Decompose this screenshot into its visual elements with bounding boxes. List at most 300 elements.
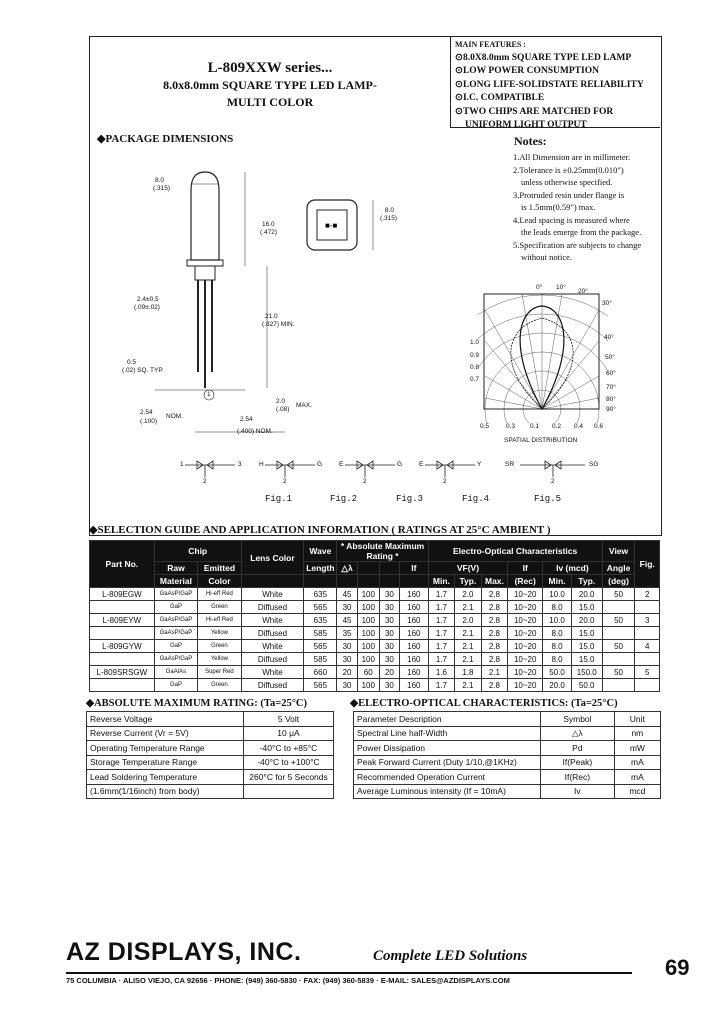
- intensity-0.9: 0.9: [470, 352, 480, 359]
- dim-pitch: 2.4±0.5: [137, 296, 159, 303]
- table-cell-ivmin: 10.0: [543, 588, 572, 601]
- table-row: [354, 741, 661, 756]
- parameter-description: Average Luminous intensity (If = 10mA): [354, 784, 541, 799]
- table-row: [90, 588, 660, 601]
- table-cell-p3: 160: [400, 666, 429, 679]
- table-cell-vmax: 2.8: [481, 614, 508, 627]
- table-row: [354, 712, 661, 727]
- table-cell-part: [90, 679, 155, 692]
- dim-thickness: 2.0: [276, 398, 286, 405]
- table-cell-ivmin: 8.0: [543, 653, 572, 666]
- table-cell-vmin: 1.7: [428, 588, 455, 601]
- col-wave: Wave: [304, 541, 337, 562]
- table-cell-angle: [602, 627, 635, 640]
- table-cell-vmax: 2.8: [481, 640, 508, 653]
- table-cell-vmax: 2.8: [481, 627, 508, 640]
- table-cell-dl: 45: [337, 614, 357, 627]
- note-line: 4.Lead spacing is measured where: [513, 214, 630, 225]
- fig2-pin-a: H: [259, 461, 264, 468]
- col-vf: VF(V): [428, 562, 508, 575]
- rating-name: Reverse Voltage: [87, 712, 244, 727]
- table-cell-lens: White: [241, 640, 304, 653]
- parameter-symbol: Symbol: [541, 712, 615, 727]
- dim-width: 8.0: [155, 177, 165, 184]
- fig-2-label: Fig.2: [330, 494, 358, 504]
- rating-value: [244, 784, 334, 799]
- parameter-description: Recommended Operation Current: [354, 770, 541, 785]
- table-cell-ifr: 10~20: [508, 627, 543, 640]
- rating-value: -40°C to +100°C: [244, 755, 334, 770]
- table-cell-vmax: 2.8: [481, 601, 508, 614]
- col-emit: Emitted: [198, 562, 241, 575]
- table-cell-angle: 50: [602, 588, 635, 601]
- fig5-pin-b: SG: [589, 461, 599, 468]
- table-cell-ivmin: 10.0: [543, 614, 572, 627]
- angle-40: 40°: [604, 334, 614, 341]
- parameter-description: Power Dissipation: [354, 741, 541, 756]
- table-cell-vtyp: 2.1: [455, 640, 482, 653]
- table-cell-mat: GaAsP/GaP: [154, 614, 197, 627]
- rating-value: 5 Volt: [244, 712, 334, 727]
- table-cell-part: L-809EYW: [90, 614, 155, 627]
- fig1-pin-a: 1: [180, 461, 184, 468]
- col-if: If: [400, 562, 429, 575]
- fig5-pin-a: SR: [505, 461, 515, 468]
- parameter-symbol: If(Rec): [541, 770, 615, 785]
- table-cell-p3: 160: [400, 614, 429, 627]
- table-cell-wl: 565: [304, 601, 337, 614]
- table-cell-angle: 50: [602, 666, 635, 679]
- table-cell-dl: 30: [337, 601, 357, 614]
- feature-item: ⊙8.0X8.0mm SQUARE TYPE LED LAMP: [455, 52, 632, 63]
- fig5-pin-m: 2: [551, 478, 555, 485]
- table-row: [354, 755, 661, 770]
- table-cell-p2: 30: [379, 601, 399, 614]
- fig2-pin-m: 2: [283, 478, 287, 485]
- table-row: [87, 741, 334, 756]
- scale-0.3: 0.3: [506, 423, 516, 430]
- col-vtyp: Typ.: [455, 575, 482, 588]
- table-cell-ivmin: 20.0: [543, 679, 572, 692]
- fig3-pin-a: E: [339, 461, 344, 468]
- dim-lead-inch: (.02) SQ. TYP.: [122, 367, 164, 374]
- table-cell-p2: 30: [379, 640, 399, 653]
- col-iv: Iv (mcd): [543, 562, 602, 575]
- table-cell-vtyp: 1.8: [455, 666, 482, 679]
- dim-square: 8.0: [385, 207, 395, 214]
- fig-4-label: Fig.4: [462, 494, 490, 504]
- amr-table-body: [87, 712, 334, 799]
- parameter-description: Peak Forward Current (Duty 1/10,@1KHz): [354, 755, 541, 770]
- table-cell-p2: 20: [379, 666, 399, 679]
- scale-0.6: 0.6: [594, 423, 604, 430]
- dim-spacing2-inch: (.400) NOM.: [237, 428, 273, 435]
- table-row: [90, 653, 660, 666]
- table-cell-p2: 30: [379, 614, 399, 627]
- table-cell-wl: 635: [304, 614, 337, 627]
- feature-item: ⊙TWO CHIPS ARE MATCHED FOR: [455, 106, 614, 117]
- angle-70: 70°: [606, 384, 616, 391]
- dim-length: 21.0: [265, 313, 278, 320]
- parameter-unit: Unit: [614, 712, 660, 727]
- table-cell-part: [90, 653, 155, 666]
- col-lens: Lens Color: [241, 541, 304, 575]
- col-deg: (deg): [602, 575, 635, 588]
- title-block: [100, 60, 440, 111]
- table-cell-ivmin: 50.0: [543, 666, 572, 679]
- table-cell-dl: 20: [337, 666, 357, 679]
- table-cell-mat: GaAlAs: [154, 666, 197, 679]
- feature-item: UNIFORM LIGHT OUTPUT: [465, 120, 587, 130]
- spatial-distribution-label: SPATIAL DISTRIBUTION: [504, 437, 578, 444]
- dim-lead: 0.5: [127, 359, 137, 366]
- note-line: 2.Tolerance is ±0.25mm(0.010"): [513, 164, 624, 175]
- table-cell-fig: 3: [635, 614, 660, 627]
- col-ifr: If: [508, 562, 543, 575]
- note-line: is 1.5mm(0.59") max.: [521, 202, 596, 212]
- rating-name: Operating Temperature Range: [87, 741, 244, 756]
- table-cell-p1: 100: [357, 588, 379, 601]
- note-line: 5.Specification are subjects to change: [513, 239, 642, 250]
- angle-30: 30°: [602, 300, 612, 307]
- table-cell-p1: 100: [357, 640, 379, 653]
- eoc-table-body: [354, 712, 661, 799]
- table-cell-color: Hi-eff Red: [198, 588, 241, 601]
- fig1-pin-b: 3: [238, 461, 242, 468]
- pin-one-mark: 1: [207, 391, 211, 398]
- subtitle-line2: MULTI COLOR: [226, 95, 314, 109]
- scale-0.2: 0.2: [552, 423, 562, 430]
- intensity-0.8: 0.8: [470, 364, 480, 371]
- table-header-row: [90, 541, 660, 562]
- feature-item: ⊙LONG LIFE-SOLIDSTATE RELIABILITY: [455, 79, 644, 90]
- table-cell-color: Super Red: [198, 666, 241, 679]
- table-header-row: [90, 562, 660, 575]
- dim-max: MAX.: [296, 402, 312, 409]
- fig-3-label: Fig.3: [396, 494, 424, 504]
- table-cell-angle: [602, 653, 635, 666]
- rating-value: 260°C for 5 Seconds: [244, 770, 334, 785]
- company-address: 75 COLUMBIA · ALISO VIEJO, CA 92656 · PHONE: (949) 360-5830 · FAX: (949) 360-5839 · E-MAIL: SALES@AZDISPLAYS.COM: [66, 976, 510, 985]
- subtitle-line1: 8.0x8.0mm SQUARE TYPE LED LAMP-: [163, 78, 377, 92]
- col-rec: (Rec): [508, 575, 543, 588]
- table-cell-vmin: 1.7: [428, 614, 455, 627]
- main-features-box: [450, 36, 660, 128]
- table-cell-lens: White: [241, 666, 304, 679]
- table-cell-lens: White: [241, 614, 304, 627]
- table-cell-fig: [635, 679, 660, 692]
- table-row: [90, 627, 660, 640]
- table-cell-dl: 30: [337, 640, 357, 653]
- selection-table-body: [90, 588, 660, 692]
- table-cell-fig: 4: [635, 640, 660, 653]
- rating-name: (1.6mm(1/16inch) from body): [87, 784, 244, 799]
- table-cell-part: [90, 601, 155, 614]
- fig-5-label: Fig.5: [534, 494, 562, 504]
- table-row: [354, 726, 661, 741]
- spatial-distribution-chart: [478, 288, 608, 423]
- col-color: Color: [198, 575, 241, 588]
- table-row: [87, 726, 334, 741]
- table-cell-lens: Diffused: [241, 627, 304, 640]
- table-cell-mat: GaAsP/GaP: [154, 588, 197, 601]
- parameter-unit: nm: [614, 726, 660, 741]
- table-cell-vtyp: 2.0: [455, 588, 482, 601]
- col-length: Length: [304, 562, 337, 575]
- angle-50: 50°: [605, 354, 615, 361]
- dim-square-inch: (.315): [380, 215, 397, 222]
- selection-guide-table: [89, 540, 660, 692]
- table-cell-wl: 635: [304, 588, 337, 601]
- table-cell-vmin: 1.7: [428, 640, 455, 653]
- table-row: [90, 679, 660, 692]
- scale-0.1: 0.1: [530, 423, 540, 430]
- table-cell-angle: [602, 601, 635, 614]
- col-angle: Angle: [602, 562, 635, 575]
- amr-heading: ◆ABSOLUTE MAXIMUM RATING: (Ta=25°C): [86, 698, 307, 709]
- col-eo: Electro-Optical Characteristics: [428, 541, 602, 562]
- fig3-pin-b: G: [397, 461, 403, 468]
- table-cell-mat: GaAsP/GaP: [154, 627, 197, 640]
- table-cell-dl: 45: [337, 588, 357, 601]
- table-cell-mat: GaAsP/GaP: [154, 653, 197, 666]
- svg-text:■-■: ■-■: [325, 221, 338, 230]
- footer-rule: [66, 972, 632, 974]
- scale-0.5: 0.5: [480, 423, 490, 430]
- table-cell-fig: 2: [635, 588, 660, 601]
- table-cell-color: Green: [198, 640, 241, 653]
- table-cell-angle: 50: [602, 614, 635, 627]
- rating-value: 10 μA: [244, 726, 334, 741]
- angle-60: 60°: [606, 370, 616, 377]
- table-cell-p3: 160: [400, 588, 429, 601]
- table-cell-ifr: 10~20: [508, 679, 543, 692]
- table-cell-fig: 5: [635, 666, 660, 679]
- series-title: L-809XXW series...: [207, 60, 333, 76]
- table-row: [87, 770, 334, 785]
- parameter-unit: mcd: [614, 784, 660, 799]
- table-cell-wl: 565: [304, 679, 337, 692]
- dim-width-inch: (.315): [153, 185, 170, 192]
- table-cell-p1: 60: [357, 666, 379, 679]
- dim-height-inch: (.472): [260, 229, 277, 236]
- table-cell-vtyp: 2.1: [455, 653, 482, 666]
- table-cell-ivtyp: 15.0: [571, 627, 602, 640]
- table-cell-p1: 100: [357, 627, 379, 640]
- parameter-unit: mA: [614, 755, 660, 770]
- table-cell-part: L-809EGW: [90, 588, 155, 601]
- table-row: [90, 601, 660, 614]
- table-cell-vmax: 2.8: [481, 588, 508, 601]
- company-tagline: Complete LED Solutions: [373, 948, 528, 964]
- table-cell-p1: 100: [357, 679, 379, 692]
- table-cell-vtyp: 2.0: [455, 614, 482, 627]
- table-cell-angle: [602, 679, 635, 692]
- table-cell-lens: Diffused: [241, 601, 304, 614]
- dim-spacing1-nom: NOM.: [166, 413, 183, 420]
- fig1-pin-m: 2: [203, 478, 207, 485]
- rating-name: Reverse Current (Vr = 5V): [87, 726, 244, 741]
- col-material: Material: [154, 575, 197, 588]
- col-abs: * Absolute Maximum Rating *: [337, 541, 428, 562]
- angle-0: 0°: [536, 284, 543, 291]
- note-line: 3.Protruded resin under flange is: [513, 189, 625, 200]
- parameter-symbol: If(Peak): [541, 755, 615, 770]
- table-cell-fig: [635, 627, 660, 640]
- table-cell-p3: 160: [400, 679, 429, 692]
- table-cell-part: [90, 627, 155, 640]
- parameter-unit: mA: [614, 770, 660, 785]
- table-cell-vmin: 1.7: [428, 601, 455, 614]
- parameter-symbol: △λ: [541, 726, 615, 741]
- table-row: [87, 712, 334, 727]
- col-fig: Fig.: [635, 541, 660, 588]
- rating-value: -40°C to +85°C: [244, 741, 334, 756]
- table-cell-mat: GaP: [154, 601, 197, 614]
- table-cell-ivmin: 8.0: [543, 640, 572, 653]
- note-line: 1.All Dimension are in millimeter.: [513, 152, 631, 162]
- dim-pitch-inch: (.09±.02): [134, 304, 160, 311]
- table-cell-ifr: 10~20: [508, 601, 543, 614]
- col-part: Part No.: [90, 541, 155, 588]
- notes-title: Notes:: [514, 134, 547, 148]
- table-cell-wl: 585: [304, 653, 337, 666]
- table-cell-ivtyp: 50.0: [571, 679, 602, 692]
- table-row: [90, 640, 660, 653]
- notes-list: [513, 151, 663, 264]
- table-cell-lens: White: [241, 588, 304, 601]
- angle-80: 80°: [606, 396, 616, 403]
- table-cell-p3: 160: [400, 653, 429, 666]
- table-cell-lens: Diffused: [241, 679, 304, 692]
- table-cell-color: Hi-eff Red: [198, 614, 241, 627]
- table-cell-mat: GaP: [154, 679, 197, 692]
- table-cell-wl: 565: [304, 640, 337, 653]
- table-cell-ifr: 10~20: [508, 653, 543, 666]
- eoc-heading: ◆ELECTRO-OPTICAL CHARACTERISTICS: (Ta=25°C): [350, 698, 618, 709]
- parameter-symbol: Pd: [541, 741, 615, 756]
- fig4-pin-b: Y: [477, 461, 482, 468]
- intensity-1.0: 1.0: [470, 339, 480, 346]
- table-cell-ivtyp: 150.0: [571, 666, 602, 679]
- dim-height: 16.0: [262, 221, 275, 228]
- table-cell-wl: 585: [304, 627, 337, 640]
- table-cell-color: Yellow: [198, 653, 241, 666]
- table-cell-angle: 50: [602, 640, 635, 653]
- table-cell-color: Green: [198, 601, 241, 614]
- note-line: unless otherwise specified.: [521, 177, 613, 187]
- table-cell-dl: 30: [337, 679, 357, 692]
- table-cell-ivtyp: 20.0: [571, 588, 602, 601]
- table-cell-ivmin: 8.0: [543, 601, 572, 614]
- angle-20: 20°: [578, 288, 588, 295]
- table-cell-ivtyp: 15.0: [571, 653, 602, 666]
- parameter-symbol: Iv: [541, 784, 615, 799]
- table-row: [90, 666, 660, 679]
- table-cell-p2: 30: [379, 588, 399, 601]
- table-cell-p3: 160: [400, 640, 429, 653]
- features-heading: MAIN FEATURES :: [455, 40, 526, 49]
- table-cell-p1: 100: [357, 614, 379, 627]
- table-cell-part: L-809GYW: [90, 640, 155, 653]
- parameter-description: Parameter Description: [354, 712, 541, 727]
- page-number: 69: [665, 955, 690, 980]
- table-cell-p3: 160: [400, 601, 429, 614]
- table-cell-p1: 100: [357, 601, 379, 614]
- table-cell-ivmin: 8.0: [543, 627, 572, 640]
- angle-10: 10°: [556, 284, 566, 291]
- col-chip: Chip: [154, 541, 241, 562]
- dim-spacing1: 2.54: [140, 409, 153, 416]
- table-cell-vtyp: 2.1: [455, 679, 482, 692]
- dim-spacing1-inch: (.100): [140, 418, 157, 425]
- scale-0.4: 0.4: [574, 423, 584, 430]
- table-cell-ifr: 10~20: [508, 588, 543, 601]
- table-cell-color: Yellow: [198, 627, 241, 640]
- table-cell-ivtyp: 15.0: [571, 640, 602, 653]
- table-cell-fig: [635, 601, 660, 614]
- table-cell-color: Green: [198, 679, 241, 692]
- package-dimensions-heading: ◆PACKAGE DIMENSIONS: [97, 133, 234, 145]
- table-row: [354, 770, 661, 785]
- table-cell-ifr: 10~20: [508, 640, 543, 653]
- note-line: without notice.: [521, 252, 572, 262]
- rating-name: Lead Soldering Temperature: [87, 770, 244, 785]
- table-cell-vmax: 2.1: [481, 666, 508, 679]
- parameter-unit: mW: [614, 741, 660, 756]
- table-cell-p2: 30: [379, 653, 399, 666]
- table-cell-mat: GaP: [154, 640, 197, 653]
- table-cell-vtyp: 2.1: [455, 601, 482, 614]
- col-vmin: Min.: [428, 575, 455, 588]
- table-cell-wl: 660: [304, 666, 337, 679]
- angle-90: 90°: [606, 406, 616, 413]
- col-ivtyp: Typ.: [571, 575, 602, 588]
- feature-item: ⊙I.C. COMPATIBLE: [455, 93, 545, 103]
- table-cell-p3: 160: [400, 627, 429, 640]
- table-cell-part: L-809SRSGW: [90, 666, 155, 679]
- table-cell-p2: 30: [379, 679, 399, 692]
- table-cell-ifr: 10~20: [508, 666, 543, 679]
- table-cell-vmin: 1.7: [428, 627, 455, 640]
- table-cell-dl: 30: [337, 653, 357, 666]
- electro-optical-table: [353, 711, 661, 799]
- col-ivmin: Min.: [543, 575, 572, 588]
- col-dl: △λ: [337, 562, 357, 575]
- col-view: View: [602, 541, 635, 562]
- dim-thickness-inch: (.08): [276, 406, 290, 413]
- table-cell-ivtyp: 20.0: [571, 614, 602, 627]
- fig4-pin-m: 2: [443, 478, 447, 485]
- fig3-pin-m: 2: [363, 478, 367, 485]
- table-cell-vmax: 2.8: [481, 653, 508, 666]
- fig2-pin-b: G: [317, 461, 323, 468]
- parameter-description: Spectral Line half-Width: [354, 726, 541, 741]
- table-cell-ivtyp: 15.0: [571, 601, 602, 614]
- table-cell-vmin: 1.7: [428, 679, 455, 692]
- table-cell-p1: 100: [357, 653, 379, 666]
- table-cell-dl: 35: [337, 627, 357, 640]
- table-row: [90, 614, 660, 627]
- absolute-maximum-rating-table: [86, 711, 334, 799]
- table-cell-vmin: 1.7: [428, 653, 455, 666]
- intensity-0.7: 0.7: [470, 376, 480, 383]
- rating-name: Storage Temperature Range: [87, 755, 244, 770]
- table-cell-ifr: 10~20: [508, 614, 543, 627]
- feature-item: ⊙LOW POWER CONSUMPTION: [455, 66, 599, 76]
- col-vmax: Max.: [481, 575, 508, 588]
- table-cell-fig: [635, 653, 660, 666]
